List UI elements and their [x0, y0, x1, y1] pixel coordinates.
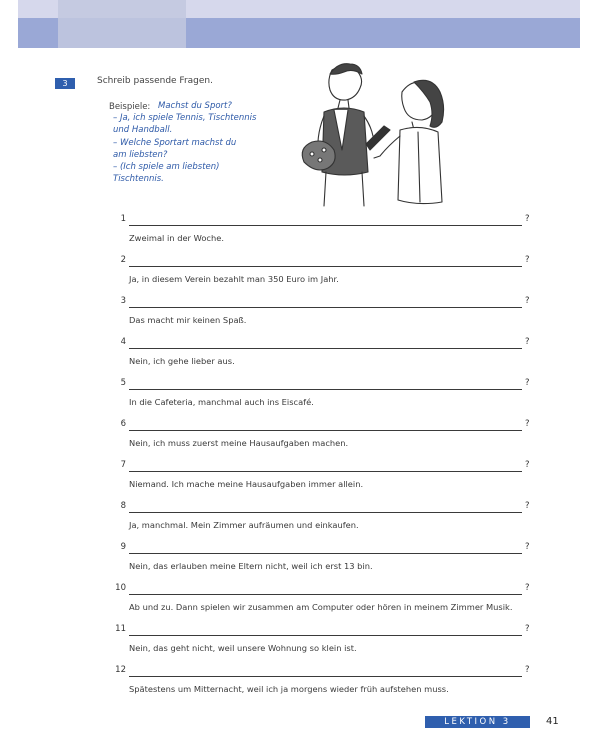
answer-line[interactable]	[129, 594, 522, 595]
question-mark: ?	[525, 378, 530, 388]
two-teens-illustration	[274, 62, 464, 208]
examples-label: Beispiele:	[109, 102, 151, 112]
question-number: 8	[120, 501, 126, 511]
question-mark: ?	[525, 296, 530, 306]
answer-line[interactable]	[129, 676, 522, 677]
answer-line[interactable]	[129, 307, 522, 308]
question-number: 12	[115, 665, 126, 675]
answer-line[interactable]	[129, 635, 522, 636]
given-answer: Ja, manchmal. Mein Zimmer aufräumen und einkaufen.	[129, 520, 359, 530]
question-number: 1	[120, 214, 126, 224]
given-answer: Nein, ich gehe lieber aus.	[129, 356, 235, 366]
question-number: 11	[115, 624, 126, 634]
question-number: 3	[120, 296, 126, 306]
given-answer: Nein, das geht nicht, weil unsere Wohnung so klein ist.	[129, 643, 357, 653]
page-number: 41	[546, 716, 559, 727]
question-number: 5	[120, 378, 126, 388]
question-mark: ?	[525, 419, 530, 429]
header-tab	[58, 0, 186, 48]
answer-line[interactable]	[129, 266, 522, 267]
example-dialogue	[113, 100, 288, 185]
question-number: 9	[120, 542, 126, 552]
lesson-label: LEKTION 3	[425, 716, 530, 728]
question-mark: ?	[525, 542, 530, 552]
example-line: – (Ich spiele am liebsten)	[113, 162, 220, 173]
exercise-number-badge: 3	[55, 78, 75, 89]
example-line: – Ja, ich spiele Tennis, Tischtennis	[113, 113, 257, 124]
question-number: 2	[120, 255, 126, 265]
question-mark: ?	[525, 501, 530, 511]
given-answer: Ab und zu. Dann spielen wir zusammen am Computer oder hören in meinem Zimmer Musik.	[129, 602, 513, 612]
answer-line[interactable]	[129, 553, 522, 554]
question-number: 4	[120, 337, 126, 347]
answer-line[interactable]	[129, 471, 522, 472]
answer-line[interactable]	[129, 225, 522, 226]
given-answer: Ja, in diesem Verein bezahlt man 350 Euro im Jahr.	[129, 274, 339, 284]
given-answer: In die Cafeteria, manchmal auch ins Eiscafé.	[129, 397, 314, 407]
answer-line[interactable]	[129, 348, 522, 349]
example-line: Tischtennis.	[113, 174, 164, 185]
given-answer: Niemand. Ich mache meine Hausaufgaben immer allein.	[129, 479, 364, 489]
question-number: 6	[120, 419, 126, 429]
given-answer: Nein, das erlauben meine Eltern nicht, weil ich erst 13 bin.	[129, 561, 373, 571]
given-answer: Spätestens um Mitternacht, weil ich ja morgens wieder früh aufstehen muss.	[129, 684, 449, 694]
question-mark: ?	[525, 337, 530, 347]
example-line: und Handball.	[113, 125, 173, 136]
example-line: – Welche Sportart machst du	[113, 137, 237, 148]
example-line: Machst du Sport?	[158, 101, 232, 111]
answer-line[interactable]	[129, 430, 522, 431]
answer-line[interactable]	[129, 512, 522, 513]
example-line: am liebsten?	[113, 149, 168, 160]
question-mark: ?	[525, 665, 530, 675]
given-answer: Zweimal in der Woche.	[129, 233, 224, 243]
question-mark: ?	[525, 255, 530, 265]
question-number: 7	[120, 460, 126, 470]
answer-line[interactable]	[129, 389, 522, 390]
exercise-title: Schreib passende Fragen.	[97, 76, 213, 86]
question-mark: ?	[525, 214, 530, 224]
given-answer: Das macht mir keinen Spaß.	[129, 315, 247, 325]
given-answer: Nein, ich muss zuerst meine Hausaufgaben machen.	[129, 438, 349, 448]
question-number: 10	[115, 583, 126, 593]
question-mark: ?	[525, 460, 530, 470]
question-mark: ?	[525, 624, 530, 634]
question-mark: ?	[525, 583, 530, 593]
